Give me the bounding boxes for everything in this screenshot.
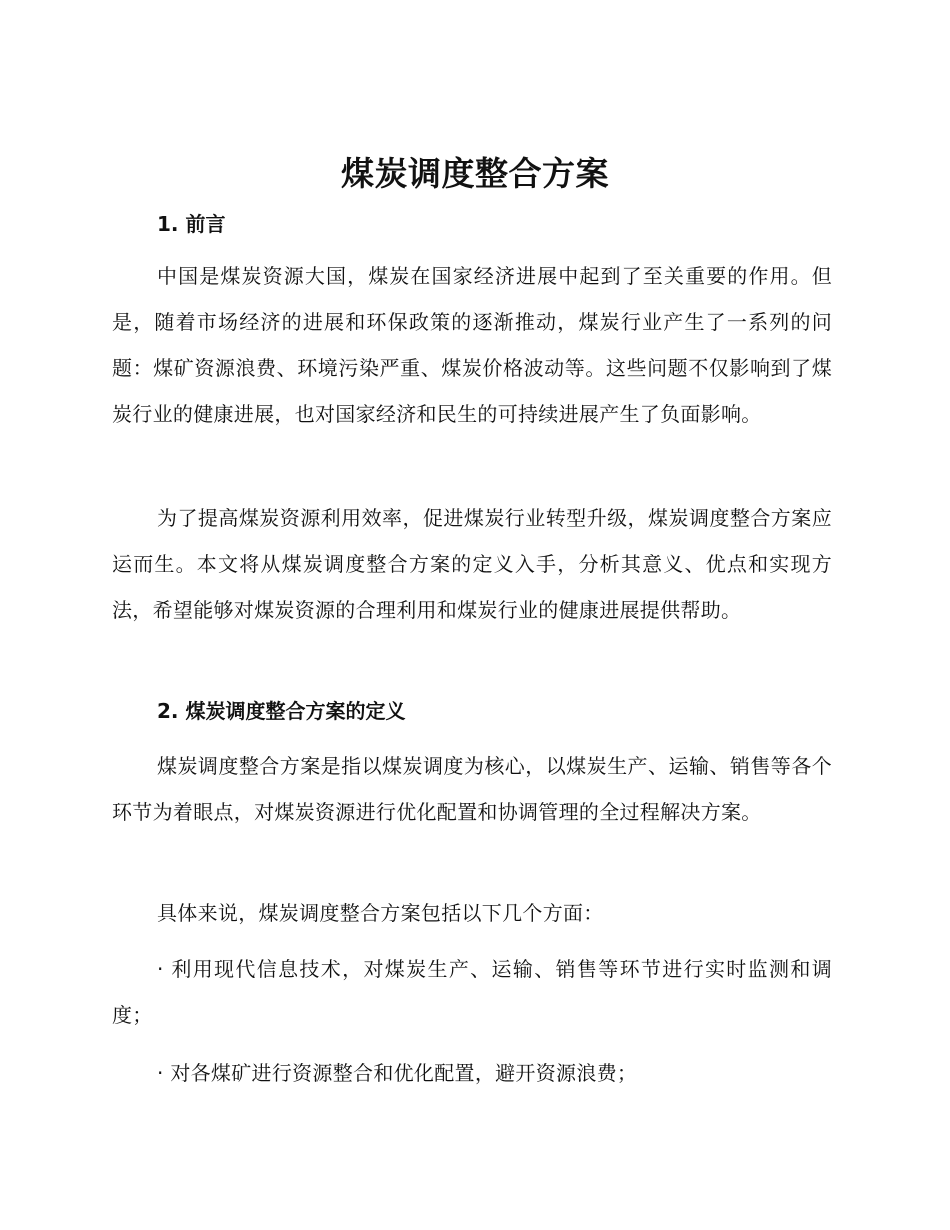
list-item-realtime-monitoring: · 利用现代信息技术，对煤炭生产、运输、销售等环节进行实时监测和调度； — [112, 957, 832, 1027]
section-heading-preface: 1. 前言 — [157, 212, 226, 236]
paragraph-preface-1: 中国是煤炭资源大国，煤炭在国家经济进展中起到了至关重要的作用。但是，随着市场经济的进展和环保政策的逐渐推动，煤炭行业产生了一系列的问题：煤矿资源浪费、环境污染严重、煤炭价格波动等。这些问题不仅影响到了煤炭行业的健康进展，也对国家经济和民生的可持续进展产生了负面影响。 — [112, 264, 832, 426]
document-title: 煤炭调度整合方案 — [341, 154, 609, 193]
list-item-resource-integration: · 对各煤矿进行资源整合和优化配置，避开资源浪费； — [157, 1061, 638, 1085]
paragraph-preface-2: 为了提高煤炭资源利用效率，促进煤炭行业转型升级，煤炭调度整合方案应运而生。本文将从煤炭调度整合方案的定义入手，分析其意义、优点和实现方法，希望能够对煤炭资源的合理利用和煤炭行业的健康进展提供帮助。 — [112, 506, 832, 622]
paragraph-definition-2: 具体来说，煤炭调度整合方案包括以下几个方面： — [157, 901, 604, 925]
section-heading-definition: 2. 煤炭调度整合方案的定义 — [157, 699, 406, 723]
paragraph-definition-1: 煤炭调度整合方案是指以煤炭调度为核心，以煤炭生产、运输、销售等各个环节为着眼点，对煤炭资源进行优化配置和协调管理的全过程解决方案。 — [112, 754, 832, 824]
